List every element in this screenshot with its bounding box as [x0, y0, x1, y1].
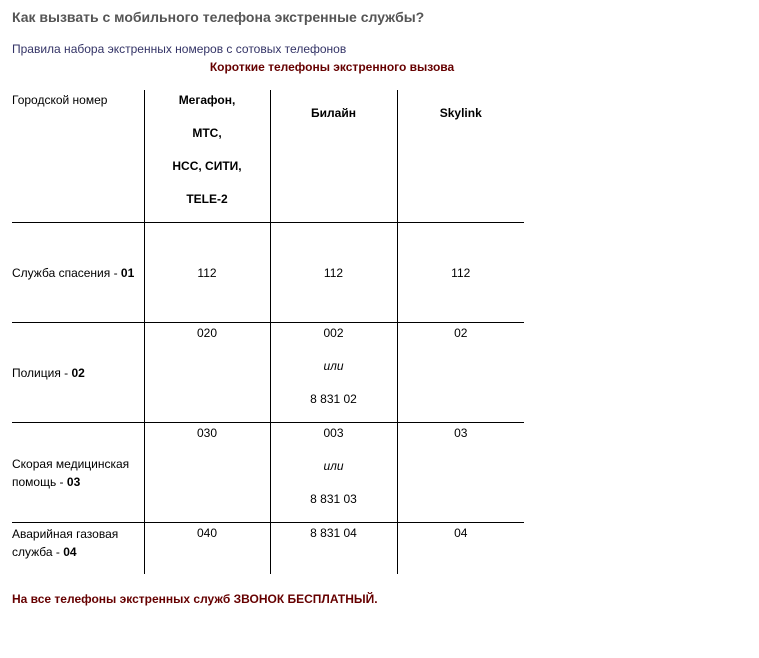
- cell-value: 04: [454, 526, 468, 540]
- cell-value: 112: [451, 265, 471, 280]
- cell-op2: [270, 523, 397, 574]
- footer-note: На все телефоны экстренных служб ЗВОНОК БЕСПЛАТНЫЙ.: [12, 592, 378, 606]
- cell-value: 020: [196, 326, 218, 340]
- header-operator-beeline: [270, 90, 397, 223]
- header-operator-skylink: [397, 90, 524, 223]
- cell-op1: [144, 323, 270, 423]
- table-row: [12, 523, 524, 574]
- cell-value: 03: [454, 426, 468, 440]
- row-label: [12, 523, 144, 574]
- header-operator-beeline-label: Билайн: [311, 106, 356, 120]
- row-label-text: Скорая медицинская помощь -: [12, 456, 130, 489]
- cell-op3: [397, 423, 524, 523]
- cell-op3: [397, 523, 524, 574]
- cell-or: или: [323, 359, 344, 373]
- cell-op2: [270, 223, 397, 323]
- cell-value: 02: [454, 326, 468, 340]
- emergency-numbers-table: [12, 90, 524, 574]
- row-label-text: Аварийная газовая служба -: [12, 527, 119, 559]
- row-label-text: Служба спасения -: [12, 265, 121, 280]
- cell-op1: [144, 423, 270, 523]
- cell-value: 8 831 03: [310, 492, 357, 506]
- cell-value: 003: [323, 426, 344, 440]
- row-label: [12, 223, 144, 323]
- table-caption: Короткие телефоны экстренного вызова: [209, 60, 455, 74]
- row-code: 02: [71, 365, 85, 380]
- cell-or: или: [323, 459, 344, 473]
- table-row: [12, 323, 524, 423]
- page-title: Как вызвать с мобильного телефона экстренные службы?: [12, 9, 425, 25]
- cell-op2: [270, 323, 397, 423]
- table-header-row: [12, 90, 524, 223]
- header-city-number: [12, 90, 144, 223]
- cell-value: 002: [323, 326, 344, 340]
- cell-op1: [144, 523, 270, 574]
- cell-op3: [397, 323, 524, 423]
- header-operator-megafon: [144, 90, 270, 223]
- cell-op2: [270, 423, 397, 523]
- cell-value: 112: [323, 265, 344, 280]
- row-label-text: Полиция -: [12, 365, 72, 380]
- cell-op1: [144, 223, 270, 323]
- table-row: [12, 223, 524, 323]
- cell-value: 030: [196, 426, 218, 440]
- header-operator-skylink-label: Skylink: [439, 106, 482, 120]
- table-row: [12, 423, 524, 523]
- row-code: 03: [66, 474, 81, 489]
- cell-value: 040: [196, 526, 218, 540]
- row-label: [12, 423, 144, 523]
- header-operator-line: МТС,: [192, 126, 222, 140]
- header-operator-line: НСС, СИТИ,: [172, 159, 242, 173]
- cell-value: 8 831 02: [310, 392, 357, 406]
- header-operator-line: TELE-2: [186, 192, 228, 206]
- header-operator-line: Мегафон,: [178, 93, 236, 107]
- cell-op3: [397, 223, 524, 323]
- row-label: [12, 323, 144, 423]
- row-code: 01: [120, 265, 135, 280]
- cell-value: 8 831 04: [310, 526, 357, 540]
- cell-value: 112: [197, 265, 217, 280]
- header-city-number-label: Городской номер: [12, 93, 108, 107]
- page-subtitle: Правила набора экстренных номеров с сотовых телефонов: [12, 42, 347, 56]
- row-code: 04: [63, 545, 77, 559]
